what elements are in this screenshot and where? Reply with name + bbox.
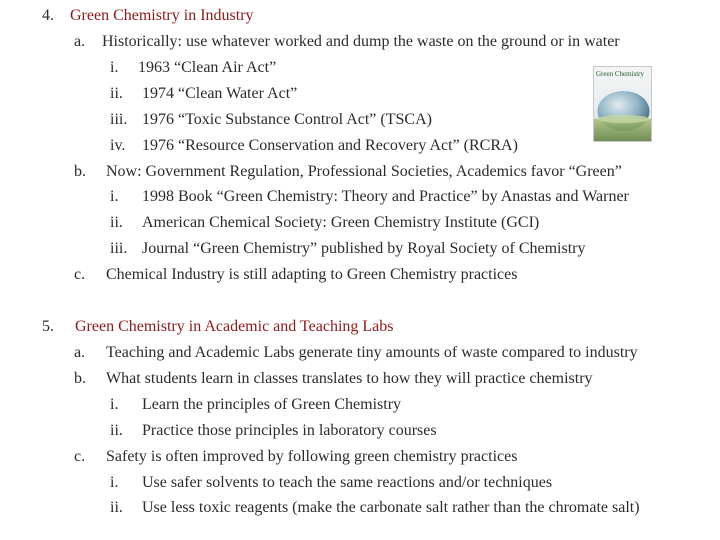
item-5b: [74, 369, 593, 389]
item-marker: ii.: [110, 499, 123, 516]
item-4a: [74, 32, 620, 52]
section-5-title: Green Chemistry in Academic and Teaching Labs: [75, 318, 394, 335]
section-5-number: 5.: [42, 318, 54, 335]
item-4c: [74, 265, 517, 285]
item-marker: i.: [110, 59, 119, 76]
item-4a-text: Historically: use whatever worked and dump the waste on the ground or in water: [102, 33, 620, 50]
item-4a-ii: [110, 84, 297, 104]
item-text: Use less toxic reagents (make the carbonate salt rather than the chromate salt): [142, 499, 640, 516]
item-5a: [74, 343, 638, 363]
globe-icon: [594, 67, 652, 142]
item-5c-ii: [110, 498, 640, 518]
item-4a-iv: [110, 136, 518, 156]
item-marker: i.: [110, 188, 119, 205]
item-text: 1976 “Toxic Substance Control Act” (TSCA): [142, 111, 432, 128]
item-text: Journal “Green Chemistry” published by Royal Society of Chemistry: [142, 240, 586, 257]
section-4-heading: [42, 6, 254, 26]
item-4a-i: [110, 58, 276, 78]
item-text: 1963 “Clean Air Act”: [138, 59, 277, 76]
item-marker: ii.: [110, 85, 123, 102]
item-4b-iii: [110, 239, 585, 259]
item-4c-marker: c.: [74, 266, 86, 283]
item-5b-text: What students learn in classes translates to how they will practice chemistry: [106, 370, 593, 387]
item-4b-ii: [110, 213, 539, 233]
section-5-heading: [42, 317, 393, 337]
item-marker: iv.: [110, 137, 126, 154]
item-4b-i: [110, 187, 629, 207]
item-4c-text: Chemical Industry is still adapting to Green Chemistry practices: [106, 266, 518, 283]
cover-title: Green Chemistry: [596, 70, 645, 78]
green-chemistry-cover-image: [593, 66, 652, 142]
item-text: American Chemical Society: Green Chemistry Institute (GCI): [142, 214, 540, 231]
item-text: Practice those principles in laboratory courses: [142, 422, 437, 439]
item-4a-iii: [110, 110, 432, 130]
item-5c-i: [110, 473, 552, 493]
item-marker: ii.: [110, 214, 123, 231]
item-text: 1974 “Clean Water Act”: [142, 85, 298, 102]
item-marker: ii.: [110, 422, 123, 439]
item-5b-ii: [110, 421, 437, 441]
item-5c-text: Safety is often improved by following green chemistry practices: [106, 448, 518, 465]
item-4b: [74, 162, 622, 182]
section-4-number: 4.: [42, 7, 54, 24]
item-text: 1976 “Resource Conservation and Recovery Act” (RCRA): [142, 137, 518, 154]
item-5b-marker: b.: [74, 370, 86, 387]
item-5c-marker: c.: [74, 448, 86, 465]
item-4b-text: Now: Government Regulation, Professional Societies, Academics favor “Green”: [106, 163, 622, 180]
item-marker: i.: [110, 474, 119, 491]
item-text: Use safer solvents to teach the same reactions and/or techniques: [142, 474, 553, 491]
section-4-title: Green Chemistry in Industry: [70, 7, 254, 24]
item-5b-i: [110, 395, 401, 415]
item-4a-marker: a.: [74, 33, 86, 50]
item-marker: iii.: [110, 111, 128, 128]
item-5c: [74, 447, 517, 467]
item-text: 1998 Book “Green Chemistry: Theory and Practice” by Anastas and Warner: [142, 188, 629, 205]
item-marker: i.: [110, 396, 119, 413]
item-5a-marker: a.: [74, 344, 86, 361]
item-4b-marker: b.: [74, 163, 86, 180]
item-5a-text: Teaching and Academic Labs generate tiny amounts of waste compared to industry: [106, 344, 638, 361]
item-text: Learn the principles of Green Chemistry: [142, 396, 402, 413]
item-marker: iii.: [110, 240, 128, 257]
